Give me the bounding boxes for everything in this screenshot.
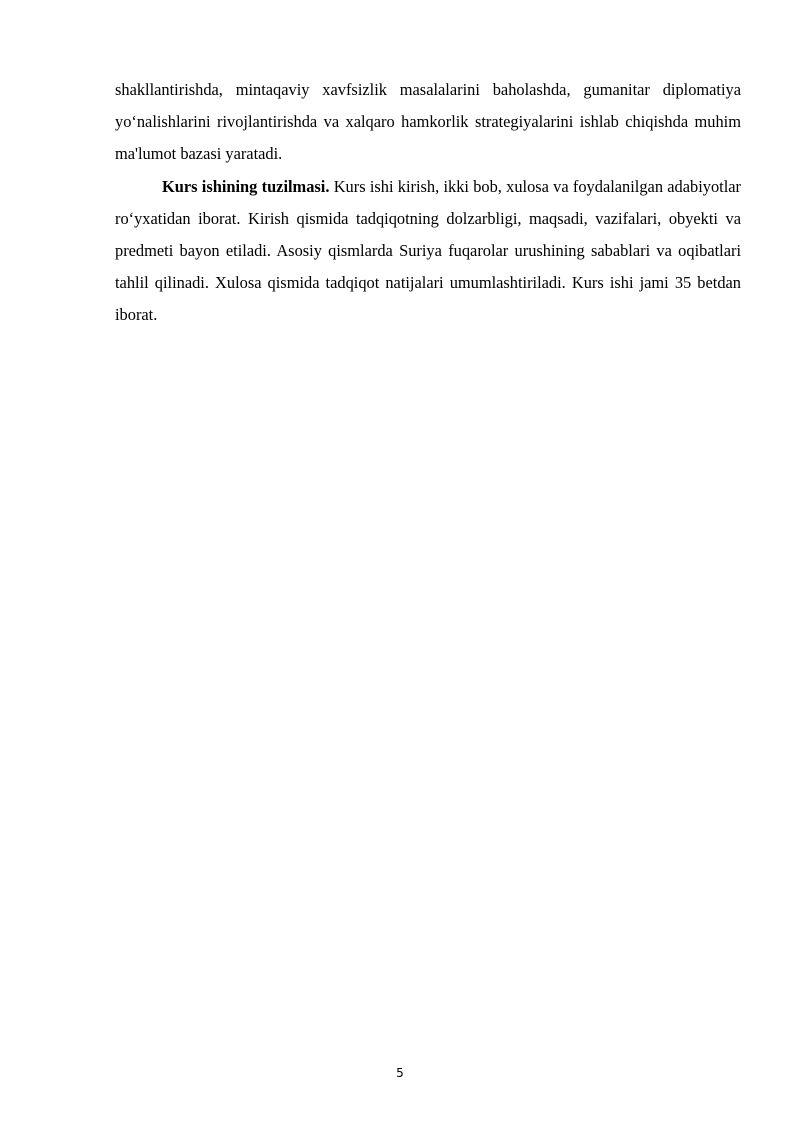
paragraph-structure [115, 171, 741, 332]
paragraph-continuation: shakllantirishda, mintaqaviy xavfsizlik masalalarini baholashda, gumanitar diplomatiya yo‘nalishlarini rivojlantirishda va xalqaro hamkorlik strategiyalarini ishlab chiqishda muhim ma'lumot bazasi yaratadi. [115, 80, 741, 164]
section-heading: Kurs ishining tuzilmasi. [162, 176, 330, 196]
paragraph-structure-text: Kurs ishi kirish, ikki bob, xulosa va foydalanilgan adabiyotlar ro‘yxatidan iborat. Kirish qismida tadqiqotning dolzarbligi, maqsadi, vazifalari, obyekti va predmeti bayon etiladi. Asosiy qismlarda Suriya fuqarolar urushining sabablari va oqibatlari tahlil qilinadi. Xulosa qismida tadqiqot natijalari umumlashtiriladi. Kurs ishi jami 35 betdan iborat. [115, 176, 741, 325]
body-text [115, 74, 741, 332]
page-number: 5 [396, 1066, 404, 1080]
